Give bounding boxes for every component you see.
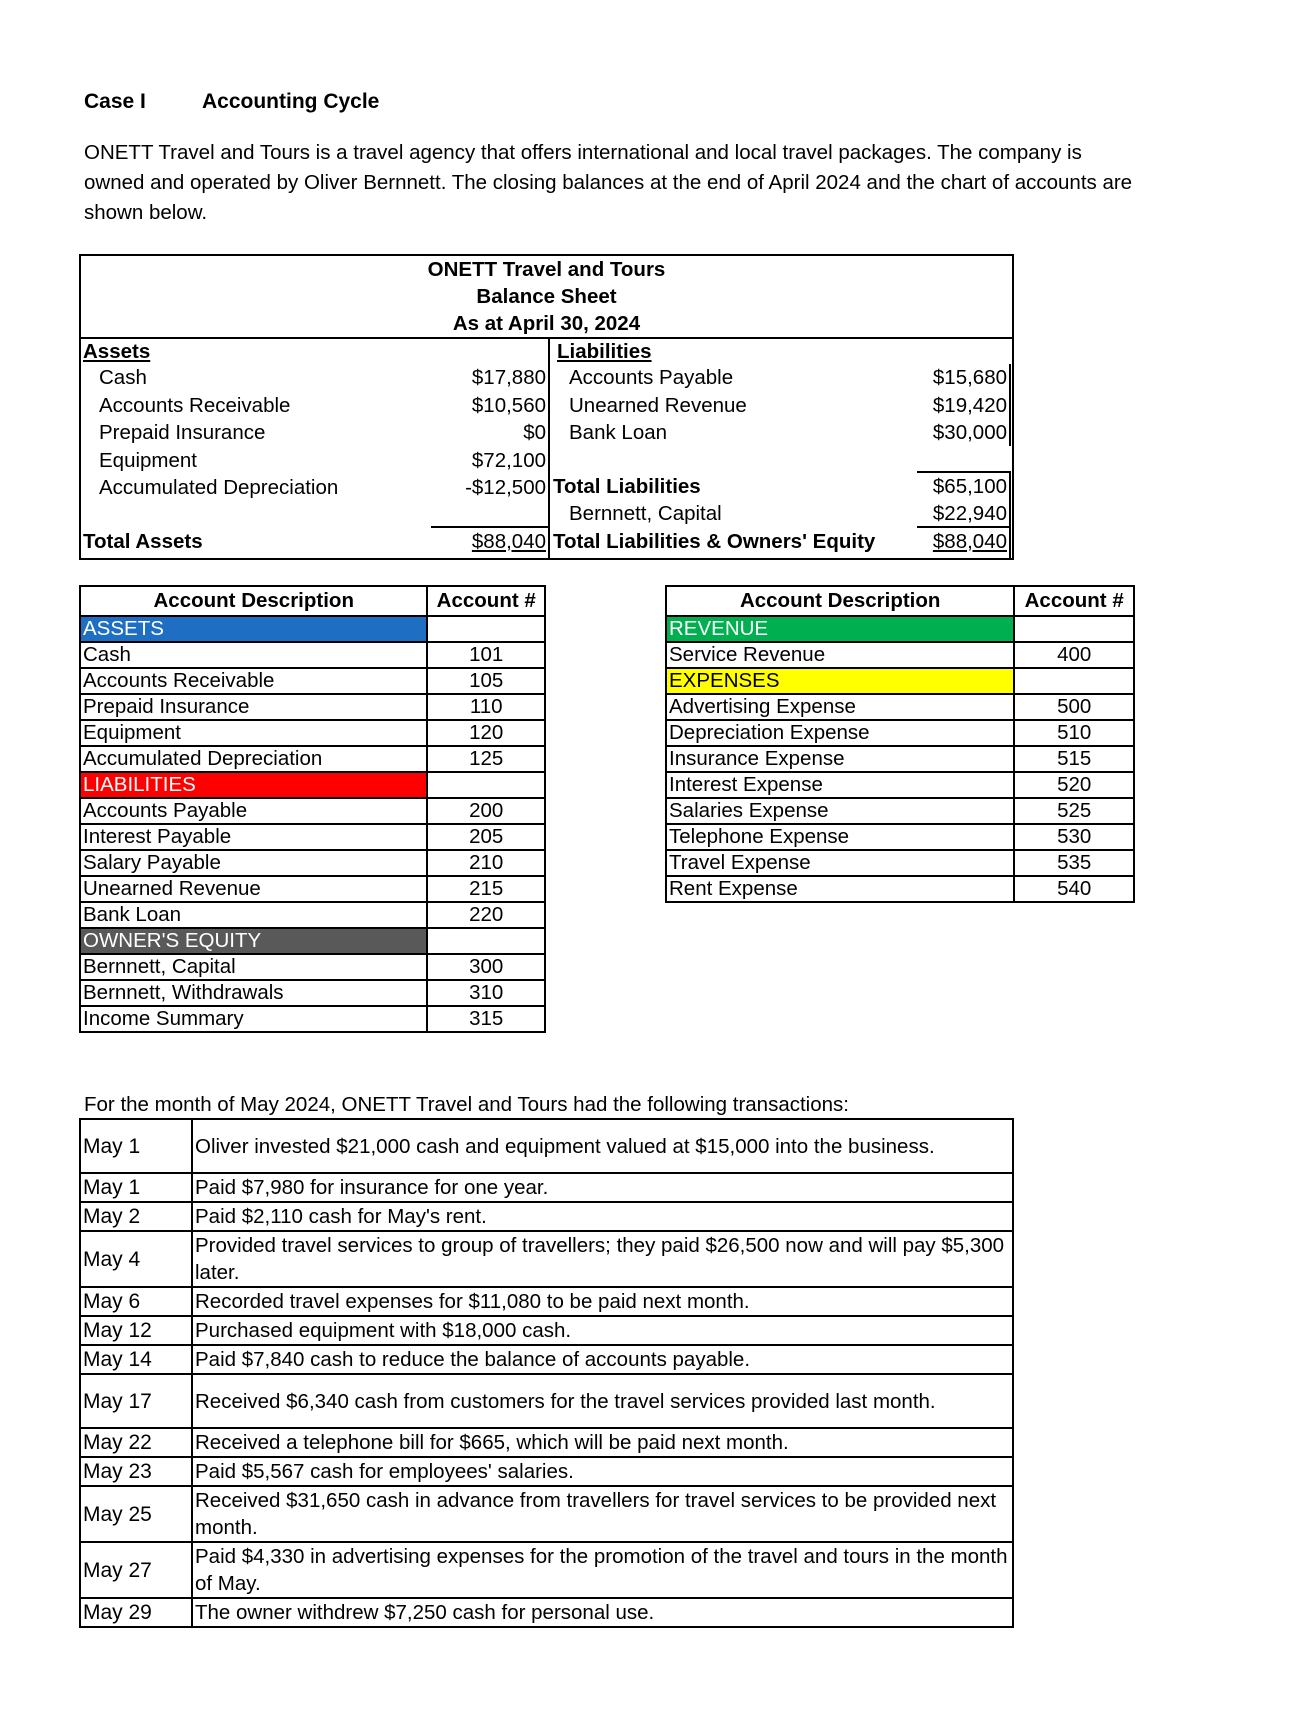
coa-account-number: 215 [427,876,545,902]
coa-account-number: 110 [427,694,545,720]
bs-liability-value: $30,000 [932,421,1007,444]
bs-assets-heading: Assets [83,340,151,363]
transaction-date: May 23 [80,1457,192,1486]
bs-capital-value: $22,940 [932,502,1007,525]
coa-account-row [80,642,545,668]
coa-account-number: 310 [427,980,545,1006]
coa-account-row [80,668,545,694]
transaction-row [80,1598,1013,1627]
bs-total-liabilities-label: Total Liabilities [553,475,701,498]
coa-account-number: 540 [1014,876,1134,902]
transaction-date: May 1 [80,1173,192,1202]
transaction-date: May 2 [80,1202,192,1231]
coa-account-number: 300 [427,954,545,980]
transaction-text: Oliver invested $21,000 cash and equipment valued at $15,000 into the business. [192,1119,1013,1173]
coa-account-row [80,694,545,720]
transaction-date: May 22 [80,1428,192,1457]
coa-account-name: Interest Payable [80,824,427,850]
coa-section-row [80,928,545,954]
coa-account-row [80,850,545,876]
bs-asset-value: $10,560 [471,393,546,417]
coa-account-number: 101 [427,642,545,668]
transaction-text: Received $31,650 cash in advance from travellers for travel services to be provided next month. [192,1486,1013,1542]
chart-of-accounts-left [79,585,546,1033]
transaction-row [80,1231,1013,1287]
coa-account-name: Salaries Expense [666,798,1014,824]
transactions-table [79,1118,1014,1628]
coa-account-name: Equipment [80,720,427,746]
coa-account-number: 200 [427,798,545,824]
intro-paragraph: ONETT Travel and Tours is a travel agency that offers international and local travel packages. The company is owned and operated by Oliver Bernnett. The closing balances at the end of April 2024 and the chart of accounts are shown below. [84,141,1133,224]
coa-account-row [666,720,1134,746]
coa-account-number [427,616,545,642]
coa-account-name: Insurance Expense [666,746,1014,772]
coa-account-number: 205 [427,824,545,850]
coa-account-name: Accounts Payable [80,798,427,824]
coa-account-name: Prepaid Insurance [80,694,427,720]
bs-asset-value: $72,100 [471,448,546,472]
coa-account-number: 220 [427,902,545,928]
coa-section-row [666,668,1134,694]
transaction-text: Purchased equipment with $18,000 cash. [192,1316,1013,1345]
coa-right-num-header: Account # [1014,586,1134,616]
coa-account-row [80,980,545,1006]
coa-section-label: REVENUE [666,616,1014,642]
coa-left-num-header: Account # [427,586,545,616]
coa-section-row [80,616,545,642]
transaction-row [80,1428,1013,1457]
transaction-date: May 6 [80,1287,192,1316]
coa-section-row [666,616,1134,642]
transaction-text: Received $6,340 cash from customers for the travel services provided last month. [192,1374,1013,1428]
transaction-date: May 17 [80,1374,192,1428]
transaction-date: May 14 [80,1345,192,1374]
transaction-row [80,1345,1013,1374]
coa-account-row [666,798,1134,824]
transaction-date: May 25 [80,1486,192,1542]
transaction-text: Paid $2,110 cash for May's rent. [192,1202,1013,1231]
coa-account-name: Service Revenue [666,642,1014,668]
coa-account-name: Cash [80,642,427,668]
transaction-text: Paid $7,980 for insurance for one year. [192,1173,1013,1202]
coa-account-number: 500 [1014,694,1134,720]
coa-account-name: Depreciation Expense [666,720,1014,746]
coa-section-label: ASSETS [80,616,427,642]
bs-date: As at April 30, 2024 [452,312,641,335]
coa-account-number: 535 [1014,850,1134,876]
case-heading [84,90,379,114]
bs-liability-label: Unearned Revenue [569,393,747,417]
transaction-text: Paid $4,330 in advertising expenses for the promotion of the travel and tours in the month of May. [192,1542,1013,1598]
coa-account-row [80,902,545,928]
bs-title: Balance Sheet [476,285,617,308]
bs-asset-value: $17,880 [471,366,546,389]
transaction-date: May 29 [80,1598,192,1627]
bs-total-le-label: Total Liabilities & Owners' Equity [553,530,876,553]
transaction-date: May 4 [80,1231,192,1287]
coa-section-row [80,772,545,798]
bs-capital-label: Bernnett, Capital [569,502,722,525]
coa-account-number [427,772,545,798]
transaction-text: Paid $5,567 cash for employees' salaries. [192,1457,1013,1486]
transaction-text: Provided travel services to group of travellers; they paid $26,500 now and will pay $5,300 later. [192,1231,1013,1287]
coa-account-name: Advertising Expense [666,694,1014,720]
coa-account-number: 210 [427,850,545,876]
bs-liability-value: $15,680 [932,366,1007,389]
coa-account-number: 510 [1014,720,1134,746]
transaction-date: May 1 [80,1119,192,1173]
coa-account-row [666,694,1134,720]
coa-account-number: 400 [1014,642,1134,668]
coa-account-number: 120 [427,720,545,746]
coa-account-number [1014,668,1134,694]
coa-account-number [427,928,545,954]
coa-account-name: Accounts Receivable [80,668,427,694]
coa-account-row [666,824,1134,850]
coa-account-number: 125 [427,746,545,772]
transaction-row [80,1173,1013,1202]
bs-asset-value: $0 [523,421,546,444]
bs-asset-label: Cash [99,366,147,389]
transaction-text: Recorded travel expenses for $11,080 to be paid next month. [192,1287,1013,1316]
chart-of-accounts-right [665,585,1135,903]
transaction-row [80,1542,1013,1598]
bs-asset-label: Accumulated Depreciation [99,476,339,499]
coa-account-row [666,642,1134,668]
coa-account-row [666,746,1134,772]
transaction-text: The owner withdrew $7,250 cash for personal use. [192,1598,1013,1627]
coa-account-row [80,824,545,850]
transaction-row [80,1316,1013,1345]
transaction-date: May 12 [80,1316,192,1345]
coa-account-name: Income Summary [80,1006,427,1032]
transaction-date: May 27 [80,1542,192,1598]
transaction-row [80,1202,1013,1231]
coa-account-row [80,1006,545,1032]
coa-account-name: Travel Expense [666,850,1014,876]
coa-account-number: 105 [427,668,545,694]
transaction-row [80,1374,1013,1428]
coa-account-row [666,772,1134,798]
coa-account-number: 530 [1014,824,1134,850]
case-label: Case I [84,90,146,113]
bs-asset-value: -$12,500 [465,476,546,499]
transactions-intro: For the month of May 2024, ONETT Travel and Tours had the following transactions: [84,1093,849,1116]
coa-account-row [80,798,545,824]
bs-total-liabilities-value: $65,100 [932,475,1007,498]
coa-section-label: EXPENSES [666,668,1014,694]
coa-account-number: 520 [1014,772,1134,798]
coa-account-name: Telephone Expense [666,824,1014,850]
transaction-row [80,1287,1013,1316]
transaction-text: Paid $7,840 cash to reduce the balance of accounts payable. [192,1345,1013,1374]
coa-right-desc-header: Account Description [666,586,1014,616]
coa-account-number: 525 [1014,798,1134,824]
transaction-row [80,1457,1013,1486]
coa-section-label: LIABILITIES [80,772,427,798]
coa-account-number: 515 [1014,746,1134,772]
coa-account-name: Accumulated Depreciation [80,746,427,772]
coa-account-name: Salary Payable [80,850,427,876]
bs-liability-label: Bank Loan [569,421,668,444]
coa-account-row [80,720,545,746]
coa-account-name: Bernnett, Withdrawals [80,980,427,1006]
bs-asset-label: Equipment [99,448,198,472]
coa-account-name: Bank Loan [80,902,427,928]
coa-account-name: Interest Expense [666,772,1014,798]
transaction-text: Received a telephone bill for $665, which will be paid next month. [192,1428,1013,1457]
transaction-row [80,1119,1013,1173]
bs-total-assets-label: Total Assets [83,530,203,553]
coa-account-number: 315 [427,1006,545,1032]
case-title: Accounting Cycle [202,90,380,113]
bs-asset-label: Prepaid Insurance [99,421,266,444]
coa-section-label: OWNER'S EQUITY [80,928,427,954]
bs-total-assets-value: $88,040 [471,530,546,553]
coa-account-row [666,850,1134,876]
coa-left-desc-header: Account Description [80,586,427,616]
coa-account-name: Bernnett, Capital [80,954,427,980]
coa-account-name: Unearned Revenue [80,876,427,902]
coa-account-row [80,876,545,902]
bs-asset-label: Accounts Receivable [99,393,291,417]
coa-account-row [80,954,545,980]
coa-account-name: Rent Expense [666,876,1014,902]
coa-account-row [80,746,545,772]
coa-account-number [1014,616,1134,642]
transaction-row [80,1486,1013,1542]
bs-company: ONETT Travel and Tours [427,258,666,281]
bs-total-le-value: $88,040 [932,530,1007,553]
bs-liability-label: Accounts Payable [569,366,734,389]
balance-sheet [79,254,1014,560]
bs-liabilities-heading: Liabilities [557,340,652,363]
coa-account-row [666,876,1134,902]
bs-liability-value: $19,420 [932,393,1007,417]
